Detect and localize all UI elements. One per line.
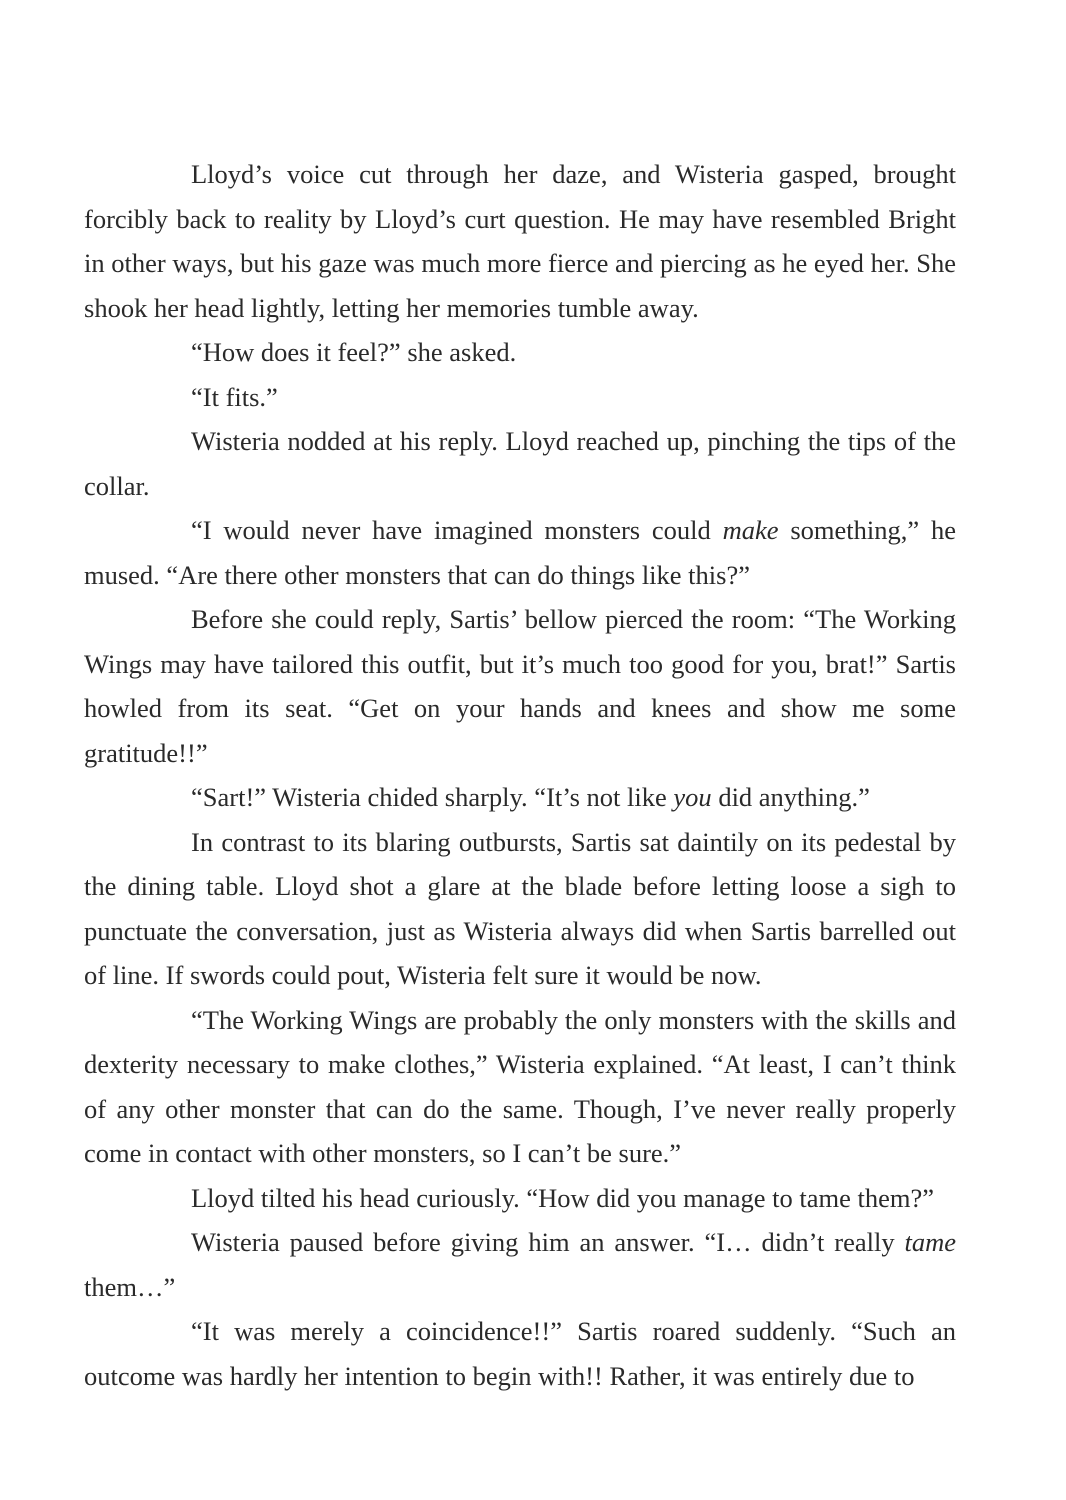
- text-run: something,” he mused. “Are there other monsters that can do things like this?”: [84, 515, 956, 590]
- paragraph: [84, 330, 956, 375]
- document-page: [84, 152, 956, 1398]
- text-run: them…”: [84, 1271, 176, 1302]
- text-run: “It fits.”: [191, 381, 278, 412]
- text-run: In contrast to its blaring outbursts, Sartis sat daintily on its pedestal by the dining table. Lloyd shot a glare at the blade before letting loose a sigh to punctuate the conversation, just as Wisteria always did when Sartis barrelled out of line. If swords could pout, Wisteria felt sure it would be now.: [84, 826, 956, 990]
- text-run: Wisteria nodded at his reply. Lloyd reached up, pinching the tips of the collar.: [84, 426, 956, 501]
- text-run: “Sart!” Wisteria chided sharply. “It’s not like: [191, 782, 674, 812]
- italic-text: make: [722, 515, 779, 545]
- italic-text: tame: [904, 1227, 956, 1257]
- paragraph: [84, 597, 956, 775]
- paragraph: [84, 998, 956, 1176]
- text-run: Before she could reply, Sartis’ bellow pierced the room: “The Working Wings may have tailored this outfit, but it’s much too good for you, brat!” Sartis howled from its seat. “Get on your hands and knees and show me some gratitude!!”: [84, 604, 956, 768]
- text-run: “I would never have imagined monsters could: [191, 515, 723, 545]
- text-run: Lloyd tilted his head curiously. “How did you manage to tame them?”: [191, 1182, 935, 1213]
- paragraph: [84, 1220, 956, 1309]
- paragraph: [84, 508, 956, 597]
- text-run: Lloyd’s voice cut through her daze, and Wisteria gasped, brought forcibly back to reality by Lloyd’s curt question. He may have resembled Bright in other ways, but his gaze was much more fierce and piercing as he eyed her. She shook her head lightly, letting her memories tumble away.: [84, 159, 956, 323]
- italic-text: you: [673, 782, 712, 812]
- paragraph: [84, 375, 956, 420]
- paragraph: [84, 152, 956, 330]
- paragraph: [84, 419, 956, 508]
- text-run: “It was merely a coincidence!!” Sartis roared suddenly. “Such an outcome was hardly her intention to begin with!! Rather, it was entirely due to: [84, 1316, 956, 1391]
- text-run: “The Working Wings are probably the only monsters with the skills and dexterity necessary to make clothes,” Wisteria explained. “At least, I can’t think of any other monster that can do the same. Though, I’ve never really properly come in contact with other monsters, so I can’t be sure.”: [84, 1004, 956, 1168]
- text-run: Wisteria paused before giving him an answer. “I… didn’t really: [191, 1227, 905, 1257]
- paragraph: [84, 775, 956, 820]
- text-run: “How does it feel?” she asked.: [191, 337, 517, 367]
- paragraph: [84, 820, 956, 998]
- paragraph: [84, 1176, 956, 1221]
- paragraph: [84, 1309, 956, 1398]
- text-run: did anything.”: [711, 782, 870, 812]
